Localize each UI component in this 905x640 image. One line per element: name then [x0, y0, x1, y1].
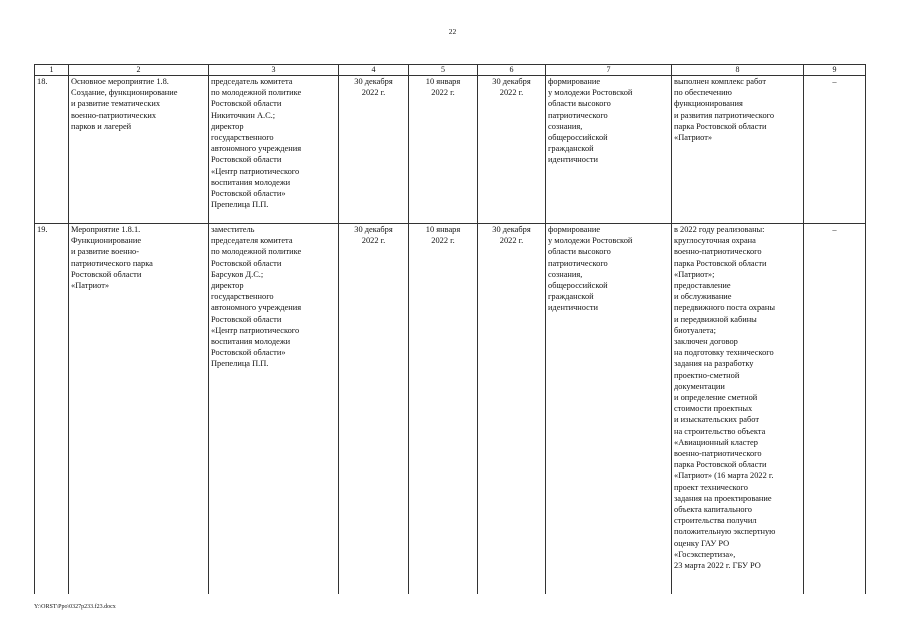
- table-row: [35, 76, 866, 224]
- cell-line: функционирования: [674, 99, 743, 109]
- planned-result: [546, 76, 672, 224]
- cell-line: военно-патриотических: [71, 110, 157, 120]
- cell-line: сознания,: [548, 121, 583, 131]
- cell-line: председателя комитета: [211, 236, 293, 246]
- col-header: 3: [209, 65, 339, 76]
- cell-line: «Авиационный кластер: [674, 437, 758, 447]
- cell-line: «Патриот»: [71, 281, 110, 291]
- cell-line: 23 марта 2022 г. ГБУ РО: [674, 561, 761, 571]
- col-header: 9: [804, 65, 866, 76]
- col-header: 7: [546, 65, 672, 76]
- cell-line: и передвижной кабины: [674, 314, 757, 324]
- cell-line: государственного: [211, 292, 274, 302]
- page-number: 22: [448, 27, 457, 36]
- cell-line: Мероприятие 1.8.1.: [71, 225, 141, 234]
- measure-name: [69, 224, 209, 595]
- cell-line: гражданской: [548, 144, 594, 154]
- cell-line: «Патриот»: [674, 133, 713, 143]
- cell-line: Ростовской области: [211, 314, 282, 324]
- cell-line: общероссийской: [548, 281, 608, 291]
- actual-end-date: [478, 76, 546, 224]
- cell-line: предоставление: [674, 281, 731, 291]
- cell-line: директор: [211, 281, 244, 291]
- row-number: 19.: [35, 224, 69, 595]
- cell-line: парка Ростовской области: [674, 121, 767, 131]
- cell-line: 30 декабря: [354, 225, 393, 234]
- cell-line: общероссийской: [548, 133, 608, 143]
- report-table: [34, 64, 866, 594]
- cell-line: военно-патриотического: [674, 247, 762, 257]
- cell-line: идентичности: [548, 155, 599, 165]
- cell-line: Ростовской области: [71, 269, 142, 279]
- cell-line: 2022 г.: [361, 88, 386, 98]
- cell-line: «Центр патриотического: [211, 166, 300, 176]
- cell-line: и развитие тематических: [71, 99, 161, 109]
- responsible-person: [209, 224, 339, 595]
- cell-line: Ростовской области: [211, 258, 282, 268]
- file-path-footer: Y:\ORST\Ppo\0327p233.f23.docx: [34, 604, 116, 610]
- cell-line: «Госэкспертиза»,: [674, 549, 736, 559]
- responsible-person: [209, 76, 339, 224]
- cell-line: идентичности: [548, 303, 599, 313]
- reason-cell: –: [804, 224, 866, 595]
- cell-line: у молодежи Ростовской: [548, 88, 633, 98]
- cell-line: 2022 г.: [431, 88, 455, 98]
- cell-line: стоимости проектных: [674, 404, 753, 414]
- cell-line: на строительство объекта: [674, 426, 766, 436]
- row-number: 18.: [35, 76, 69, 224]
- col-header: 1: [35, 65, 69, 76]
- cell-line: 2022 г.: [431, 236, 455, 246]
- cell-line: положительную экспертную: [674, 527, 776, 537]
- col-header: 4: [339, 65, 409, 76]
- table-row: [35, 224, 866, 595]
- cell-line: Прeпелица П.П.: [211, 359, 269, 369]
- cell-line: в 2022 году реализованы:: [674, 225, 765, 234]
- cell-line: области высокого: [548, 247, 611, 257]
- cell-line: Прeпелица П.П.: [211, 200, 269, 210]
- cell-line: 2022 г.: [499, 236, 524, 246]
- reason-cell: –: [804, 76, 866, 224]
- cell-line: Ростовской области»: [211, 189, 286, 199]
- cell-line: заключен договор: [674, 337, 738, 347]
- cell-line: по молодежной политике: [211, 247, 302, 257]
- actual-start-date: [409, 76, 478, 224]
- planned-result: [546, 224, 672, 595]
- cell-line: Ростовской области: [211, 99, 282, 109]
- cell-line: по обеспечению: [674, 88, 732, 98]
- actual-end-date: [478, 224, 546, 595]
- cell-line: формирование: [548, 225, 601, 234]
- cell-line: «Центр патриотического: [211, 325, 300, 335]
- cell-line: заместитель: [211, 225, 255, 234]
- cell-line: и развития патриотического: [674, 110, 775, 120]
- cell-line: 30 декабря: [354, 77, 393, 86]
- cell-line: по молодежной политике: [211, 88, 302, 98]
- cell-line: передвижного поста охраны: [674, 303, 776, 313]
- cell-line: воспитания молодежи: [211, 177, 291, 187]
- cell-line: выполнен комплекс работ: [674, 77, 767, 86]
- actual-result: [672, 224, 804, 595]
- cell-line: проект технического: [674, 482, 748, 492]
- cell-line: строительства получил: [674, 516, 757, 526]
- cell-line: у молодежи Ростовской: [548, 236, 633, 246]
- planned-start-date: [339, 76, 409, 224]
- cell-line: парка Ростовской области: [674, 460, 767, 470]
- cell-line: «Патриот» (16 марта 2022 г.: [674, 471, 774, 481]
- column-number-row: [35, 65, 866, 76]
- cell-line: 30 декабря: [492, 77, 531, 86]
- col-header: 6: [478, 65, 546, 76]
- cell-line: формирование: [548, 77, 601, 86]
- cell-line: задания на проектирование: [674, 493, 772, 503]
- cell-line: и определение сметной: [674, 393, 758, 403]
- cell-line: Ростовской области: [211, 155, 282, 165]
- actual-result: [672, 76, 804, 224]
- cell-line: Ростовской области»: [211, 348, 286, 358]
- cell-line: документации: [674, 381, 725, 391]
- col-header: 8: [672, 65, 804, 76]
- cell-line: сознания,: [548, 269, 583, 279]
- cell-line: патриотического: [548, 258, 608, 268]
- cell-line: парков и лагерей: [71, 121, 132, 131]
- cell-line: Основное мероприятие 1.8.: [71, 77, 169, 86]
- cell-line: «Патриот»;: [674, 269, 715, 279]
- cell-line: и изыскательских работ: [674, 415, 759, 425]
- cell-line: круглосуточная охрана: [674, 236, 756, 246]
- cell-line: патриотического парка: [71, 258, 153, 268]
- cell-line: 2022 г.: [499, 88, 524, 98]
- cell-line: парка Ростовской области: [674, 258, 767, 268]
- cell-line: области высокого: [548, 99, 611, 109]
- cell-line: автономного учреждения: [211, 303, 302, 313]
- cell-line: Барсуков Д.С.;: [211, 269, 264, 279]
- cell-line: воспитания молодежи: [211, 337, 291, 347]
- actual-start-date: [409, 224, 478, 595]
- cell-line: гражданской: [548, 292, 594, 302]
- cell-line: автономного учреждения: [211, 144, 302, 154]
- cell-line: патриотического: [548, 110, 608, 120]
- cell-line: на подготовку технического: [674, 348, 774, 358]
- cell-line: Функционирование: [71, 236, 142, 246]
- cell-line: биотуалета;: [674, 325, 716, 335]
- planned-start-date: [339, 224, 409, 595]
- cell-line: задания на разработку: [674, 359, 754, 369]
- cell-line: 30 декабря: [492, 225, 531, 234]
- cell-line: директор: [211, 121, 244, 131]
- cell-line: объекта капитального: [674, 505, 752, 515]
- cell-line: председатель комитета: [211, 77, 293, 86]
- cell-line: оценку ГАУ РО: [674, 538, 730, 548]
- measure-name: [69, 76, 209, 224]
- cell-line: Никиточкин А.С.;: [211, 110, 276, 120]
- cell-line: проектно-сметной: [674, 370, 740, 380]
- cell-line: и развитие военно-: [71, 247, 140, 257]
- cell-line: 2022 г.: [361, 236, 386, 246]
- cell-line: военно-патриотического: [674, 449, 762, 459]
- cell-line: Создание, функционирование: [71, 88, 178, 98]
- cell-line: 10 января: [425, 225, 461, 234]
- col-header: 5: [409, 65, 478, 76]
- col-header: 2: [69, 65, 209, 76]
- cell-line: 10 января: [425, 77, 461, 86]
- cell-line: государственного: [211, 133, 274, 143]
- cell-line: и обслуживание: [674, 292, 732, 302]
